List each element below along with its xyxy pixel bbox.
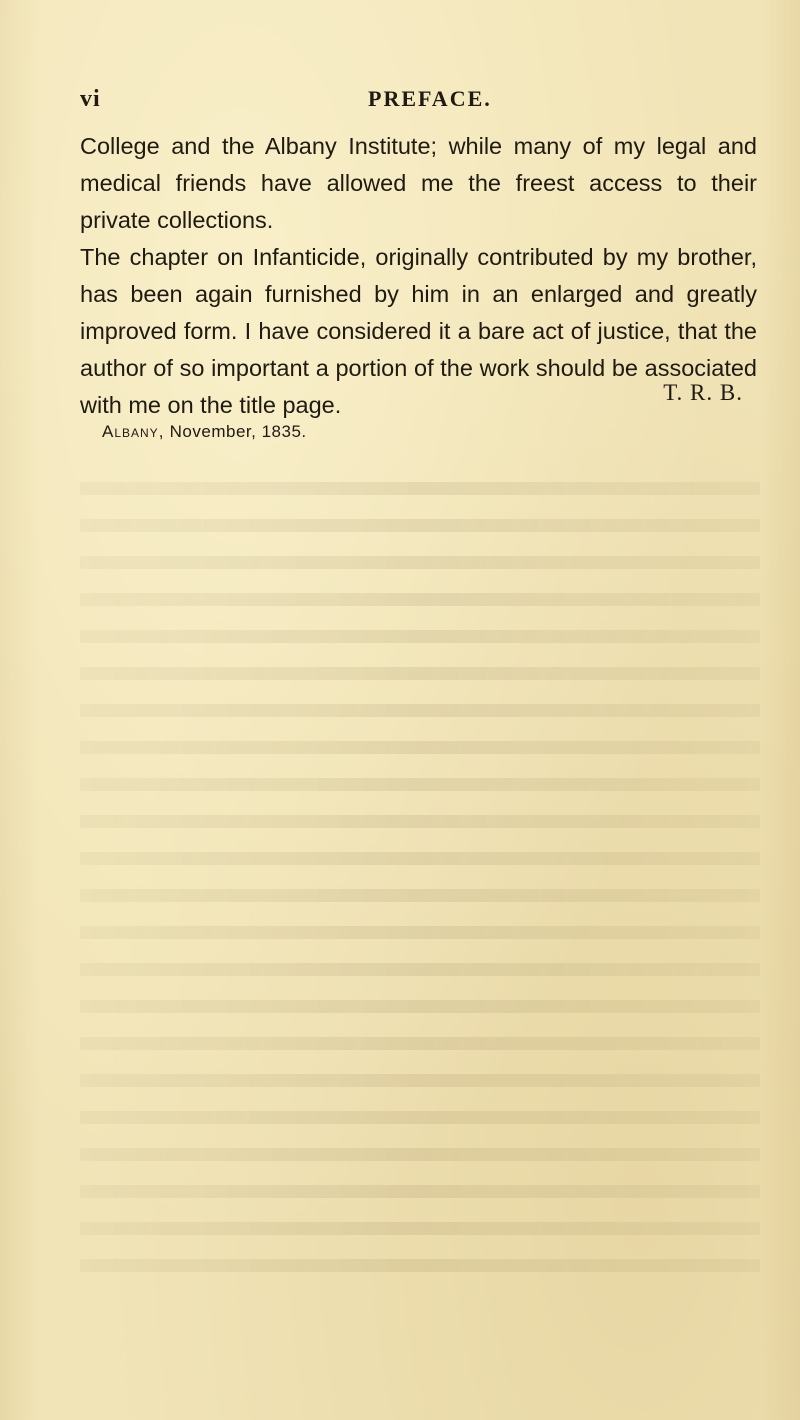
page-header [80,86,760,116]
dateline [102,422,307,442]
author-initials: T. R. B. [663,380,743,405]
running-head: PREFACE. [368,86,492,111]
paragraph-infanticide: The chapter on Infanticide, originally contributed by my brother, has been again furnished by him in an enlarged and greatly improved form. I have considered it a bare act of justice, that the author of so important a portion of the work should be associated with me on the title page. [80,244,757,418]
page-number: vi [80,86,101,112]
dateline-place: Albany, [102,422,165,441]
preface-body [80,128,757,424]
paragraph-continued: College and the Albany Institute; while many of my legal and medical friends have allowed me the freest access to their private collections. [80,133,757,233]
show-through-texture [80,470,760,1290]
dateline-date: November, 1835. [169,422,307,441]
